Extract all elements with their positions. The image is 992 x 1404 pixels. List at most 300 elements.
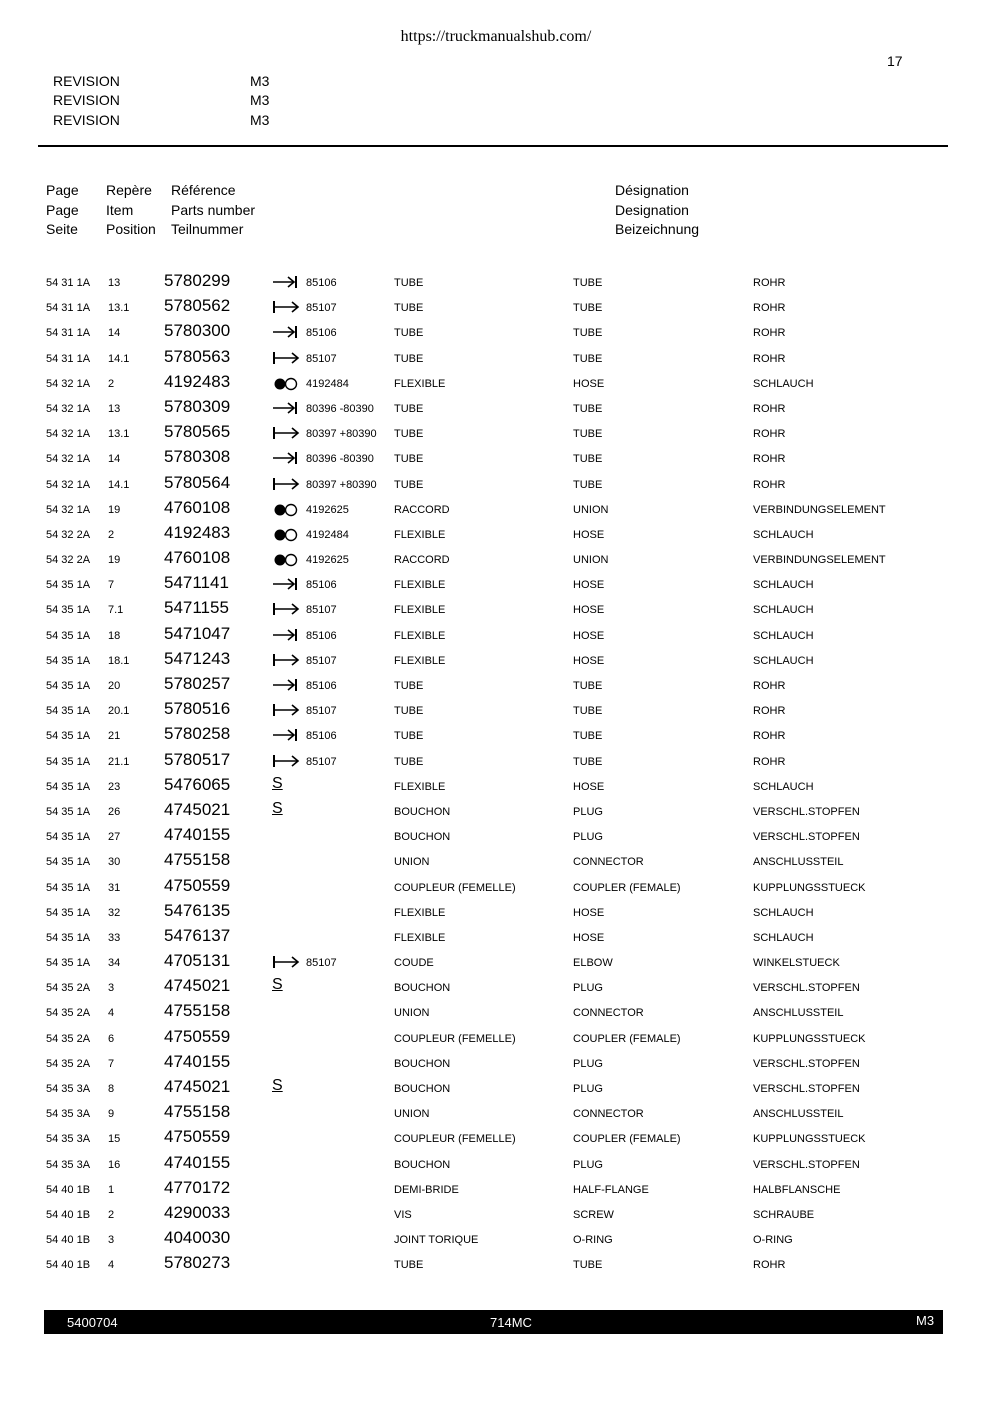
- row-designation-de: VERBINDUNGSELEMENT: [753, 554, 886, 567]
- row-designation-fr: FLEXIBLE: [394, 377, 446, 390]
- interchange-icon: [272, 500, 302, 518]
- row-part-number: 4755158: [164, 1102, 231, 1122]
- row-item: 21: [108, 730, 121, 743]
- row-designation-fr: TUBE: [394, 302, 424, 315]
- row-designation-en: TUBE: [573, 453, 603, 466]
- row-page: 54 35 2A: [46, 1032, 91, 1045]
- row-designation-de: KUPPLUNGSSTUECK: [753, 1133, 866, 1146]
- row-part-number: 4040030: [164, 1228, 231, 1248]
- row-serial-code: 85107: [306, 604, 337, 617]
- row-designation-en: PLUG: [573, 805, 603, 818]
- row-designation-de: SCHLAUCH: [753, 579, 814, 592]
- table-row: [0, 371, 992, 396]
- row-page: 54 32 1A: [46, 478, 91, 491]
- row-item: 8: [108, 1083, 115, 1095]
- row-designation-de: O-RING: [753, 1234, 793, 1247]
- row-designation-fr: TUBE: [394, 327, 424, 340]
- row-designation-en: PLUG: [573, 1083, 603, 1095]
- row-designation-de: ROHR: [753, 453, 786, 466]
- row-part-number: 4760108: [164, 497, 231, 517]
- table-row: [0, 497, 992, 522]
- row-part-number: 4192483: [164, 522, 231, 542]
- row-serial-code: 85107: [306, 957, 337, 970]
- row-page: 54 35 2A: [46, 1057, 91, 1070]
- bar-to-arrow-icon: [272, 953, 302, 971]
- row-part-number: 4770172: [164, 1177, 231, 1197]
- row-designation-de: VERSCHL.STOPFEN: [753, 982, 860, 995]
- row-designation-de: ROHR: [753, 277, 786, 289]
- row-designation-en: HOSE: [573, 377, 605, 390]
- table-row: [0, 900, 992, 925]
- row-part-number: 4745021: [164, 799, 231, 819]
- arrow-to-bar-icon: [272, 399, 302, 417]
- row-designation-de: ROHR: [753, 428, 786, 441]
- row-designation-fr: TUBE: [394, 1259, 424, 1272]
- row-part-number: 4740155: [164, 1152, 231, 1172]
- table-row: [0, 698, 992, 723]
- row-item: 20.1: [108, 705, 130, 718]
- row-designation-de: ROHR: [753, 302, 786, 315]
- col-header-line: Repère: [106, 182, 152, 198]
- row-designation-fr: UNION: [394, 1108, 430, 1121]
- bar-to-arrow-icon: [272, 475, 302, 493]
- row-part-number: 4192483: [164, 371, 231, 391]
- row-designation-de: ROHR: [753, 402, 786, 415]
- row-item: 27: [108, 831, 121, 844]
- row-designation-en: TUBE: [573, 402, 603, 415]
- table-row: [0, 472, 992, 497]
- row-designation-de: KUPPLUNGSSTUECK: [753, 1032, 866, 1045]
- row-designation-fr: DEMI-BRIDE: [394, 1183, 459, 1196]
- row-part-number: 4740155: [164, 1051, 231, 1071]
- col-header-line: Page: [46, 201, 79, 218]
- row-page: 54 35 1A: [46, 957, 91, 970]
- row-page: 54 35 1A: [46, 579, 91, 592]
- row-page: 54 35 1A: [46, 604, 91, 617]
- bar-to-arrow-icon: [272, 701, 302, 719]
- row-page: 54 32 2A: [46, 554, 91, 567]
- row-designation-de: SCHLAUCH: [753, 780, 814, 793]
- row-designation-fr: COUDE: [394, 957, 434, 970]
- table-row: [0, 270, 992, 295]
- row-designation-fr: TUBE: [394, 402, 424, 415]
- row-item: 26: [108, 805, 121, 818]
- row-item: 2: [108, 1208, 115, 1221]
- arrow-to-bar-icon: [272, 449, 302, 467]
- row-designation-en: COUPLER (FEMALE): [573, 1032, 681, 1045]
- table-row: [0, 749, 992, 774]
- row-designation-de: SCHLAUCH: [753, 906, 814, 919]
- row-item: 13.1: [108, 302, 130, 315]
- row-item: 7: [108, 579, 115, 592]
- table-row: [0, 723, 992, 748]
- table-row: [0, 1051, 992, 1076]
- bar-to-arrow-icon: [272, 752, 302, 770]
- row-part-number: 5476135: [164, 900, 231, 920]
- row-designation-en: TUBE: [573, 428, 603, 441]
- row-designation-de: SCHRAUBE: [753, 1208, 815, 1221]
- bar-to-arrow-icon: [272, 651, 302, 669]
- row-part-number: 5471155: [164, 598, 229, 618]
- bar-to-arrow-icon: [272, 600, 302, 618]
- table-row: [0, 446, 992, 471]
- col-header-line: Teilnummer: [171, 221, 244, 237]
- row-part-number: 5780273: [164, 1253, 231, 1273]
- row-serial-code: 85106: [306, 579, 337, 592]
- row-designation-en: TUBE: [573, 352, 603, 365]
- row-serial-code: 85107: [306, 705, 337, 718]
- row-designation-de: ROHR: [753, 755, 786, 768]
- table-row: [0, 799, 992, 824]
- row-designation-fr: FLEXIBLE: [394, 629, 446, 642]
- row-designation-en: CONNECTOR: [573, 1108, 644, 1121]
- row-item: 13: [108, 277, 121, 289]
- row-page: 54 35 1A: [46, 629, 91, 642]
- row-part-number: 4290033: [164, 1202, 231, 1222]
- row-part-number: 5471047: [164, 623, 231, 643]
- row-item: 30: [108, 856, 121, 869]
- page-number: 17: [887, 53, 903, 69]
- row-s-marker: S: [272, 976, 283, 994]
- row-designation-fr: FLEXIBLE: [394, 579, 446, 592]
- row-part-number: 5780516: [164, 699, 231, 719]
- row-item: 14: [108, 327, 121, 340]
- revision-value: M3: [250, 112, 270, 128]
- row-designation-de: SCHLAUCH: [753, 629, 814, 642]
- row-part-number: 4750559: [164, 1026, 231, 1046]
- row-part-number: 5780258: [164, 724, 231, 744]
- row-item: 3: [108, 1234, 115, 1247]
- row-item: 20: [108, 680, 121, 692]
- row-designation-en: HOSE: [573, 906, 605, 919]
- revision-value: M3: [250, 92, 270, 108]
- row-designation-de: VERBINDUNGSELEMENT: [753, 503, 886, 516]
- row-item: 2: [108, 377, 115, 390]
- row-designation-en: HOSE: [573, 629, 605, 642]
- row-page: 54 32 2A: [46, 528, 91, 541]
- revision-label: REVISION: [53, 112, 120, 128]
- row-serial-code: 85107: [306, 302, 337, 315]
- footer-revision: M3: [916, 1313, 935, 1328]
- table-row: [0, 346, 992, 371]
- row-designation-fr: FLEXIBLE: [394, 906, 446, 919]
- row-item: 9: [108, 1108, 115, 1121]
- row-designation-de: SCHLAUCH: [753, 931, 814, 944]
- arrow-to-bar-icon: [272, 726, 302, 744]
- revision-label: REVISION: [53, 92, 120, 108]
- row-designation-fr: RACCORD: [394, 554, 450, 567]
- interchange-icon: [272, 525, 302, 543]
- row-serial-code: 80397 +80390: [306, 428, 377, 441]
- row-designation-en: HOSE: [573, 528, 605, 541]
- parts-table: [0, 270, 992, 1278]
- row-designation-fr: COUPLEUR (FEMELLE): [394, 1133, 516, 1146]
- row-serial-code: 4192625: [306, 554, 349, 567]
- row-designation-en: HALF-FLANGE: [573, 1183, 649, 1196]
- row-part-number: 4750559: [164, 875, 231, 895]
- row-serial-code: 80396 -80390: [306, 402, 374, 415]
- row-serial-code: 85107: [306, 755, 337, 768]
- row-designation-fr: VIS: [394, 1208, 412, 1221]
- row-designation-fr: TUBE: [394, 352, 424, 365]
- table-row: [0, 1000, 992, 1025]
- row-item: 33: [108, 931, 121, 944]
- table-row: [0, 1227, 992, 1252]
- row-designation-fr: JOINT TORIQUE: [394, 1234, 479, 1247]
- row-item: 13: [108, 402, 121, 415]
- row-page: 54 31 1A: [46, 302, 91, 315]
- row-designation-en: TUBE: [573, 680, 603, 692]
- row-designation-fr: TUBE: [394, 755, 424, 768]
- row-item: 18: [108, 629, 121, 642]
- row-designation-en: TUBE: [573, 730, 603, 743]
- row-page: 54 35 1A: [46, 831, 91, 844]
- row-item: 21.1: [108, 755, 130, 768]
- revision-value: M3: [250, 73, 270, 89]
- row-page: 54 35 3A: [46, 1108, 91, 1121]
- header-divider: [38, 145, 948, 147]
- row-item: 3: [108, 982, 115, 995]
- row-item: 32: [108, 906, 121, 919]
- row-designation-en: CONNECTOR: [573, 856, 644, 869]
- col-header-line: Parts number: [171, 201, 256, 218]
- footer-doc-number: 5400704: [67, 1315, 118, 1330]
- row-designation-en: HOSE: [573, 654, 605, 667]
- row-designation-fr: BOUCHON: [394, 1083, 451, 1095]
- row-designation-de: ROHR: [753, 680, 786, 692]
- row-page: 54 40 1B: [46, 1208, 91, 1221]
- row-item: 34: [108, 957, 121, 970]
- row-designation-de: HALBFLANSCHE: [753, 1183, 841, 1196]
- col-header-reference: [171, 181, 255, 240]
- row-page: 54 35 1A: [46, 730, 91, 743]
- row-page: 54 35 1A: [46, 654, 91, 667]
- row-designation-de: ANSCHLUSSTEIL: [753, 1007, 844, 1020]
- row-s-marker: S: [272, 799, 283, 817]
- table-row: [0, 824, 992, 849]
- row-serial-code: 4192484: [306, 528, 349, 541]
- row-part-number: 4760108: [164, 548, 231, 568]
- arrow-to-bar-icon: [272, 626, 302, 644]
- row-serial-code: 4192625: [306, 503, 349, 516]
- table-row: [0, 774, 992, 799]
- col-header-line: Designation: [615, 201, 689, 218]
- row-serial-code: 85107: [306, 352, 337, 365]
- row-designation-fr: BOUCHON: [394, 1158, 451, 1171]
- row-part-number: 5780517: [164, 749, 231, 769]
- table-row: [0, 1177, 992, 1202]
- row-page: 54 35 1A: [46, 856, 91, 869]
- row-designation-en: O-RING: [573, 1234, 613, 1247]
- row-designation-fr: TUBE: [394, 453, 424, 466]
- row-designation-de: ROHR: [753, 352, 786, 365]
- row-page: 54 35 3A: [46, 1133, 91, 1146]
- row-designation-fr: FLEXIBLE: [394, 780, 446, 793]
- row-page: 54 32 1A: [46, 503, 91, 516]
- row-part-number: 5780299: [164, 271, 231, 290]
- row-designation-fr: RACCORD: [394, 503, 450, 516]
- row-page: 54 32 1A: [46, 402, 91, 415]
- row-part-number: 4705131: [164, 951, 231, 971]
- row-page: 54 32 1A: [46, 428, 91, 441]
- footer-model: 714MC: [490, 1315, 532, 1330]
- table-row: [0, 421, 992, 446]
- row-designation-de: SCHLAUCH: [753, 654, 814, 667]
- row-designation-de: ROHR: [753, 327, 786, 340]
- row-page: 54 35 2A: [46, 982, 91, 995]
- row-designation-de: ROHR: [753, 478, 786, 491]
- row-designation-en: HOSE: [573, 780, 605, 793]
- row-item: 1: [108, 1183, 115, 1196]
- table-row: [0, 1252, 992, 1277]
- row-page: 54 32 1A: [46, 453, 91, 466]
- row-part-number: 5780309: [164, 396, 231, 416]
- row-designation-en: CONNECTOR: [573, 1007, 644, 1020]
- row-designation-de: VERSCHL.STOPFEN: [753, 1158, 860, 1171]
- row-item: 23: [108, 780, 121, 793]
- row-designation-fr: TUBE: [394, 705, 424, 718]
- revision-label: REVISION: [53, 73, 120, 89]
- row-page: 54 35 3A: [46, 1083, 91, 1095]
- row-designation-de: VERSCHL.STOPFEN: [753, 1057, 860, 1070]
- row-part-number: 5476137: [164, 925, 231, 945]
- row-page: 54 35 1A: [46, 805, 91, 818]
- row-designation-de: SCHLAUCH: [753, 377, 814, 390]
- table-row: [0, 547, 992, 572]
- row-designation-fr: FLEXIBLE: [394, 931, 446, 944]
- row-designation-de: ROHR: [753, 705, 786, 718]
- table-row: [0, 975, 992, 1000]
- row-part-number: 5780563: [164, 346, 231, 366]
- row-designation-en: TUBE: [573, 327, 603, 340]
- row-part-number: 4745021: [164, 1077, 231, 1096]
- bar-to-arrow-icon: [272, 424, 302, 442]
- table-row: [0, 572, 992, 597]
- row-s-marker: S: [272, 774, 283, 792]
- row-item: 4: [108, 1259, 115, 1272]
- row-item: 19: [108, 503, 121, 516]
- col-header-item: [106, 181, 156, 240]
- table-row: [0, 1202, 992, 1227]
- row-designation-en: PLUG: [573, 1158, 603, 1171]
- row-part-number: 5780562: [164, 296, 231, 316]
- row-designation-en: PLUG: [573, 982, 603, 995]
- row-item: 7: [108, 1057, 115, 1070]
- row-designation-fr: COUPLEUR (FEMELLE): [394, 881, 516, 894]
- arrow-to-bar-icon: [272, 323, 302, 341]
- row-item: 14.1: [108, 478, 130, 491]
- row-part-number: 4750559: [164, 1127, 231, 1147]
- row-designation-en: UNION: [573, 554, 609, 567]
- row-designation-de: ANSCHLUSSTEIL: [753, 856, 844, 869]
- row-designation-fr: FLEXIBLE: [394, 654, 446, 667]
- row-designation-en: UNION: [573, 503, 609, 516]
- row-serial-code: 80396 -80390: [306, 453, 374, 466]
- row-part-number: 5780564: [164, 472, 231, 492]
- row-designation-fr: COUPLEUR (FEMELLE): [394, 1032, 516, 1045]
- row-designation-fr: TUBE: [394, 428, 424, 441]
- row-designation-de: VERSCHL.STOPFEN: [753, 1083, 860, 1095]
- row-designation-fr: UNION: [394, 1007, 430, 1020]
- row-page: 54 35 1A: [46, 780, 91, 793]
- row-page: 54 35 1A: [46, 705, 91, 718]
- row-part-number: 4740155: [164, 825, 231, 845]
- row-item: 14.1: [108, 352, 130, 365]
- row-designation-fr: TUBE: [394, 478, 424, 491]
- row-designation-de: ANSCHLUSSTEIL: [753, 1108, 844, 1121]
- row-serial-code: 85106: [306, 327, 337, 340]
- row-designation-en: TUBE: [573, 755, 603, 768]
- row-item: 6: [108, 1032, 115, 1045]
- arrow-to-bar-icon: [272, 273, 302, 291]
- row-designation-de: ROHR: [753, 730, 786, 743]
- row-page: 54 35 1A: [46, 680, 91, 692]
- table-row: [0, 597, 992, 622]
- row-designation-fr: BOUCHON: [394, 1057, 451, 1070]
- row-designation-en: PLUG: [573, 1057, 603, 1070]
- row-designation-de: ROHR: [753, 1259, 786, 1272]
- row-item: 16: [108, 1158, 121, 1171]
- bar-to-arrow-icon: [272, 349, 302, 367]
- row-serial-code: 85107: [306, 654, 337, 667]
- interchange-icon: [272, 550, 302, 568]
- row-designation-de: WINKELSTUECK: [753, 957, 840, 970]
- row-item: 13.1: [108, 428, 130, 441]
- table-row: [0, 1076, 992, 1101]
- row-designation-en: TUBE: [573, 705, 603, 718]
- row-page: 54 40 1B: [46, 1234, 91, 1247]
- row-designation-de: SCHLAUCH: [753, 528, 814, 541]
- row-page: 54 40 1B: [46, 1183, 91, 1196]
- row-page: 54 35 2A: [46, 1007, 91, 1020]
- row-page: 54 32 1A: [46, 377, 91, 390]
- row-item: 7.1: [108, 604, 124, 617]
- row-designation-fr: FLEXIBLE: [394, 604, 446, 617]
- row-part-number: 4755158: [164, 1001, 231, 1021]
- row-designation-fr: TUBE: [394, 680, 424, 692]
- col-header-line: Item: [106, 201, 134, 218]
- col-header-designation: [615, 181, 699, 240]
- col-header-page: [46, 181, 79, 240]
- row-serial-code: 4192484: [306, 377, 349, 390]
- col-header-line: Seite: [46, 221, 78, 237]
- row-designation-fr: FLEXIBLE: [394, 528, 446, 541]
- col-header-line: Désignation: [615, 182, 689, 198]
- col-header-line: Référence: [171, 182, 236, 198]
- row-designation-fr: TUBE: [394, 277, 424, 289]
- table-row: [0, 1101, 992, 1126]
- row-item: 18.1: [108, 654, 130, 667]
- row-designation-en: ELBOW: [573, 957, 613, 970]
- row-part-number: 5780565: [164, 422, 231, 442]
- table-row: [0, 925, 992, 950]
- table-row: [0, 623, 992, 648]
- row-designation-fr: BOUCHON: [394, 831, 451, 844]
- row-designation-en: TUBE: [573, 302, 603, 315]
- col-header-line: Beizeichnung: [615, 221, 700, 237]
- row-designation-de: SCHLAUCH: [753, 604, 814, 617]
- table-row: [0, 1026, 992, 1051]
- footer-bar: [44, 1310, 943, 1334]
- row-page: 54 35 1A: [46, 931, 91, 944]
- table-row: [0, 950, 992, 975]
- row-serial-code: 85106: [306, 629, 337, 642]
- row-page: 54 40 1B: [46, 1259, 91, 1272]
- table-row: [0, 295, 992, 320]
- table-row: [0, 849, 992, 874]
- row-part-number: 5471243: [164, 648, 231, 668]
- row-item: 15: [108, 1133, 121, 1146]
